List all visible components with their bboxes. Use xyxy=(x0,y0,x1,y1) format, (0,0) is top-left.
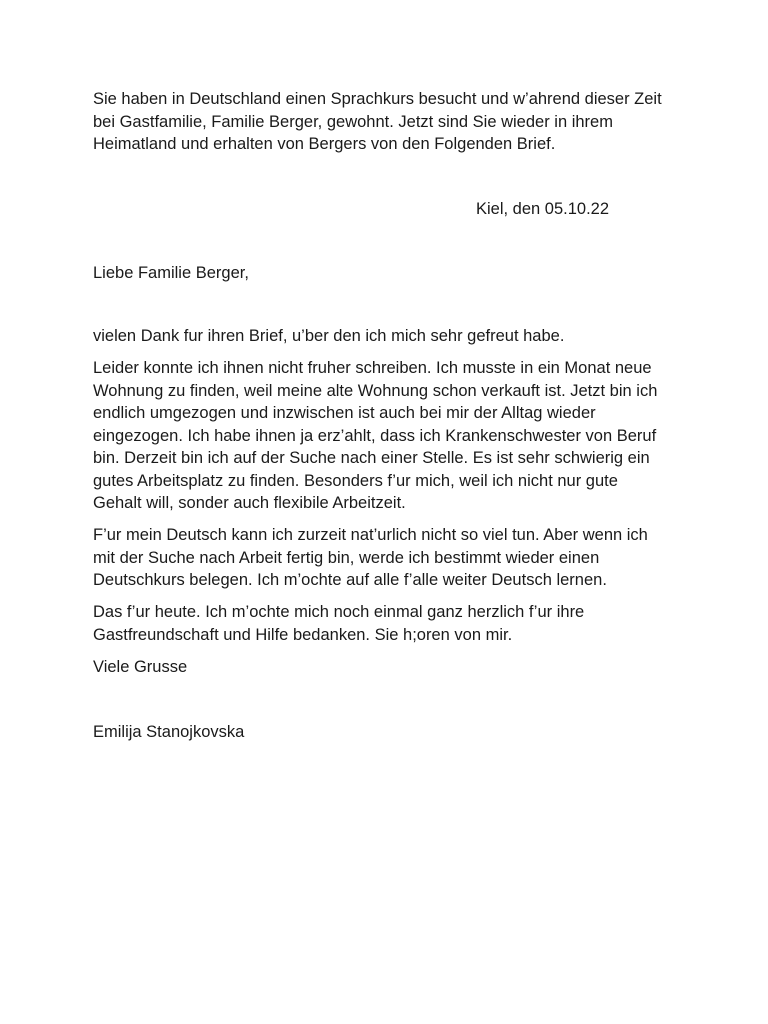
intro-text: Sie haben in Deutschland einen Sprachkurs besucht und w’ahrend dieser Zeit bei Gastfamilie, Familie Berger, gewohnt. Jetzt sind Sie wieder in ihrem Heimatland und erhalten von Bergers von den Folgenden Brief. xyxy=(93,90,662,153)
date-line: Kiel, den 05.10.22 xyxy=(476,200,610,218)
letter-paragraph-3: F’ur mein Deutsch kann ich zurzeit nat’urlich nicht so viel tun. Aber wenn ich mit der Suche nach Arbeit fertig bin, werde ich bestimmt wieder einen Deutschkurs belegen. Ich m’ochte auf alle f’alle weiter Deutsch lernen. xyxy=(93,526,648,589)
letter-paragraph-1: vielen Dank fur ihren Brief, u’ber den ich mich sehr gefreut habe. xyxy=(93,327,565,345)
salutation: Liebe Familie Berger, xyxy=(93,264,249,282)
letter-paragraph-2: Leider konnte ich ihnen nicht fruher schreiben. Ich musste in ein Monat neue Wohnung zu finden, weil meine alte Wohnung schon verkauft ist. Jetzt bin ich endlich umgezogen und inzwischen ist auch bei mir der Alltag wieder eingezogen. Ich habe ihnen ja erz’ahlt, dass ich Krankenschwester von Beruf bin. Derzeit bin ich auf der Suche nach einer Stelle. Es ist sehr schwierig ein gutes Arbeitsplatz zu finden. Besonders f’ur mich, weil ich nicht nur gute Gehalt will, sonder auch flexibile Arbeitzeit. xyxy=(93,359,658,512)
letter-paragraph-4: Das f’ur heute. Ich m’ochte mich noch einmal ganz herzlich f’ur ihre Gastfreundschaft und Hilfe bedanken. Sie h;oren von mir. xyxy=(93,603,585,644)
closing: Viele Grusse xyxy=(93,658,188,676)
signature: Emilija Stanojkovska xyxy=(93,723,245,741)
